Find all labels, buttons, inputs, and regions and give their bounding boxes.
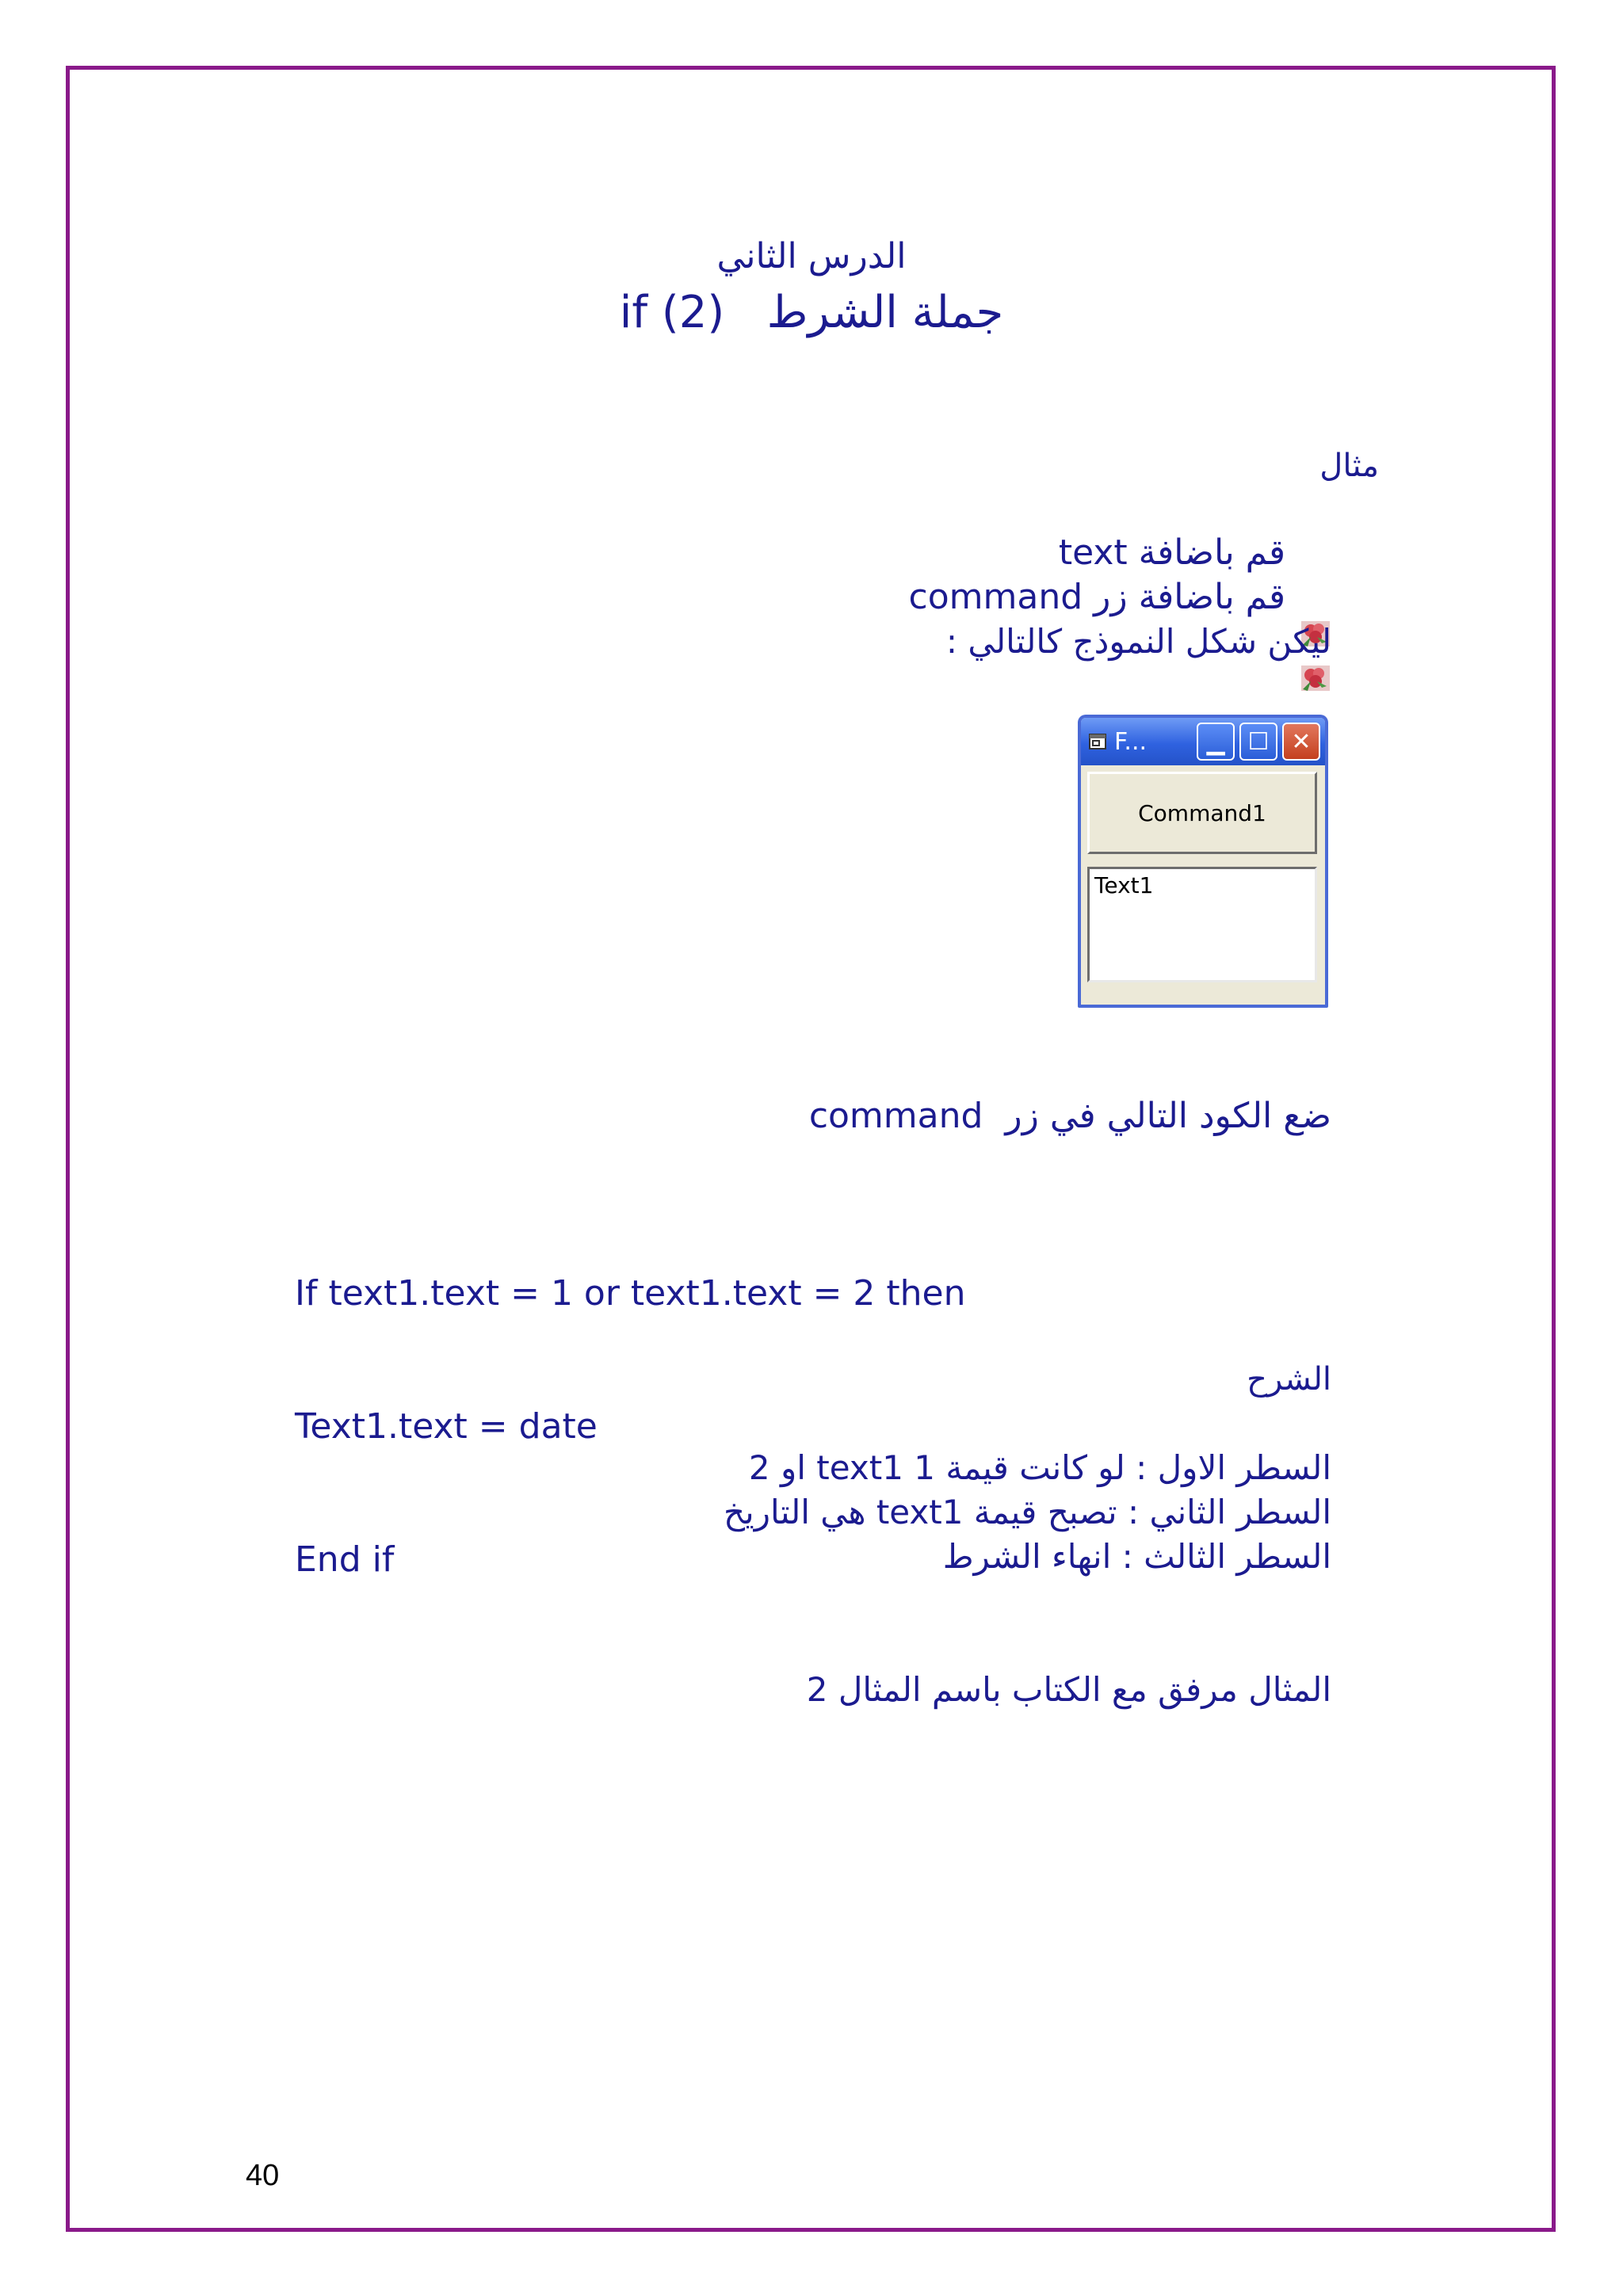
form-app-icon (1086, 730, 1109, 753)
attachment-note: المثال مرفق مع الكتاب باسم المثال 2 (806, 1670, 1331, 1709)
text1-textbox[interactable]: Text1 (1087, 867, 1317, 982)
example-label: مثال (1319, 448, 1379, 484)
vb-form-titlebar[interactable] (1081, 718, 1325, 765)
maximize-button[interactable]: ☐ (1239, 723, 1277, 761)
code-line-2: Text1.text = date (295, 1406, 598, 1447)
step-add-text (1059, 532, 1331, 573)
page-border (66, 66, 1556, 2232)
explanation-line-1: السطر الاول : لو كانت قيمة text1 1 او 2 (748, 1448, 1331, 1487)
code-line-3: End if (295, 1539, 395, 1580)
vb-form-title: F... (1114, 727, 1148, 756)
explanation-line-3: السطر الثالث : انهاء الشرط (942, 1537, 1331, 1576)
lesson-title: جملة الشرط if (2) (619, 287, 1004, 338)
flower-bullet-icon (1300, 539, 1331, 567)
page-number: 40 (246, 2159, 280, 2192)
explanation-line-2: السطر الثاني : تصبح قيمة text1 هي التاريخ (723, 1493, 1331, 1531)
flower-bullet-icon (1300, 583, 1331, 612)
command1-button[interactable]: Command1 (1087, 772, 1317, 854)
lesson-heading: الدرس الثاني (716, 236, 907, 277)
code-line-1: If text1.text = 1 or text1.text = 2 then (295, 1273, 966, 1314)
code-instruction: ضع الكود التالي في زر command (808, 1096, 1331, 1136)
step-add-text-label: قم باضافة text (1058, 532, 1285, 573)
close-button[interactable]: ✕ (1282, 723, 1320, 761)
vb-form-window (1078, 715, 1328, 1008)
vb-form-body (1081, 765, 1325, 1003)
code-block (295, 1183, 966, 1627)
step-add-command (909, 577, 1331, 617)
step-add-command-label: قم باضافة زر command (908, 577, 1285, 617)
explanation-label: الشرح (1247, 1361, 1331, 1398)
form-shape-text: ليكن شكل النموذج كالتالي : (945, 622, 1331, 661)
minimize-button[interactable]: ▁ (1197, 723, 1235, 761)
